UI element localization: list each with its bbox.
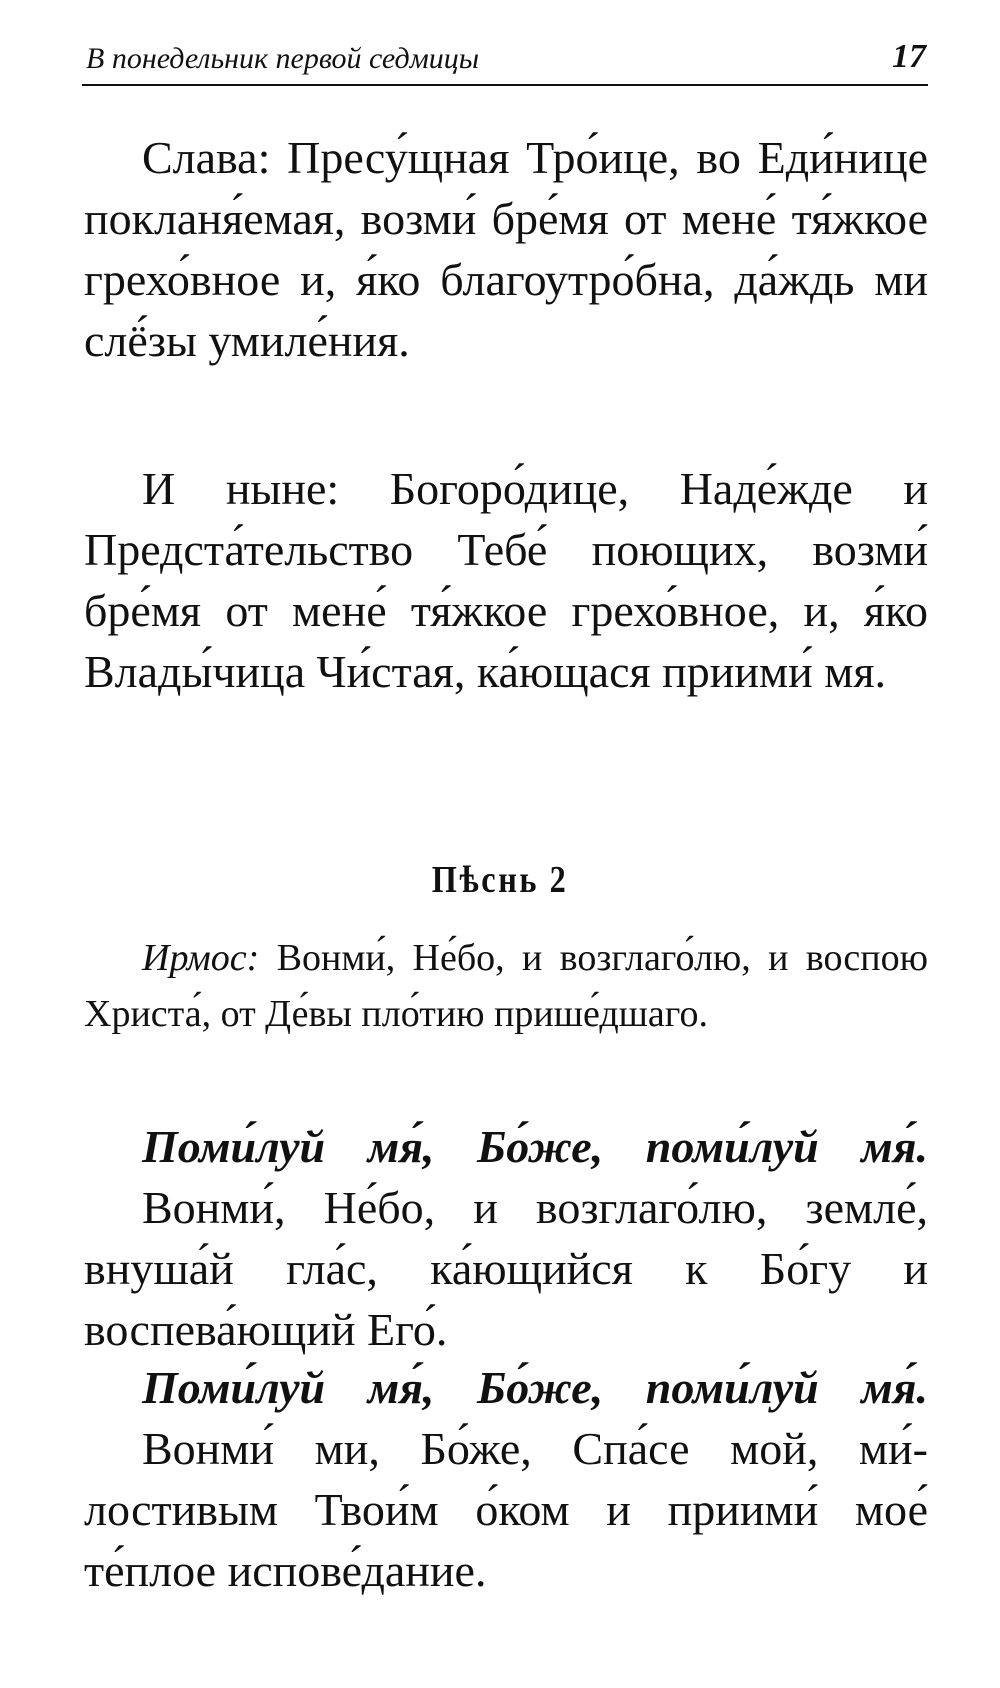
troparion-paragraph: Вонми́ ми, Бо́же, Спа́се мой, ми́лостивым Твои́м о́ком и приими́ мое́ те́плое испове́дание. — [84, 1423, 928, 1596]
refrain-line: Поми́луй мя́, Бо́же, поми́луй мя́. — [142, 1362, 928, 1413]
running-title: В понедельник первой седмицы — [86, 42, 480, 75]
troparion-paragraph: Вонми́, Не́бо, и возглаго́лю, земле́, внуша́й гла́с, ка́ющийся к Бо́гу и воспева́ющий Его́. — [84, 1182, 928, 1355]
refrain-line: Поми́луй мя́, Бо́же, поми́луй мя́. — [142, 1121, 928, 1172]
stanza-now: И ныне: Богоро́дице, Наде́жде и Предста́тельство Тебе́ поющих, возми́ бре́мя от мене́ тя́жкое грехо́вное, и, я́ко Влады́чица Чи́стая, ка́ющася приими́ мя. — [84, 463, 928, 697]
running-head — [82, 34, 928, 86]
stanza-glory: Слава: Пресу́щная Тро́ице, во Еди́нице покланя́емая, возми́ бре́мя от мене́ тя́жкое грехо́вное и, я́ко благоутро́бна, да́ждь ми слё́зы умиле́ния. — [84, 132, 928, 366]
irmos-label: Ирмос: — [142, 937, 260, 979]
ode-heading: Пѣснь 2 — [431, 859, 569, 901]
irmos-text: Вонми́, Не́бо, и возглаго́лю, и воспою Христа́, от Де́вы пло́тию прише́дшаго. — [84, 937, 928, 1035]
irmos-paragraph — [84, 930, 928, 1042]
page-number: 17 — [892, 38, 926, 75]
